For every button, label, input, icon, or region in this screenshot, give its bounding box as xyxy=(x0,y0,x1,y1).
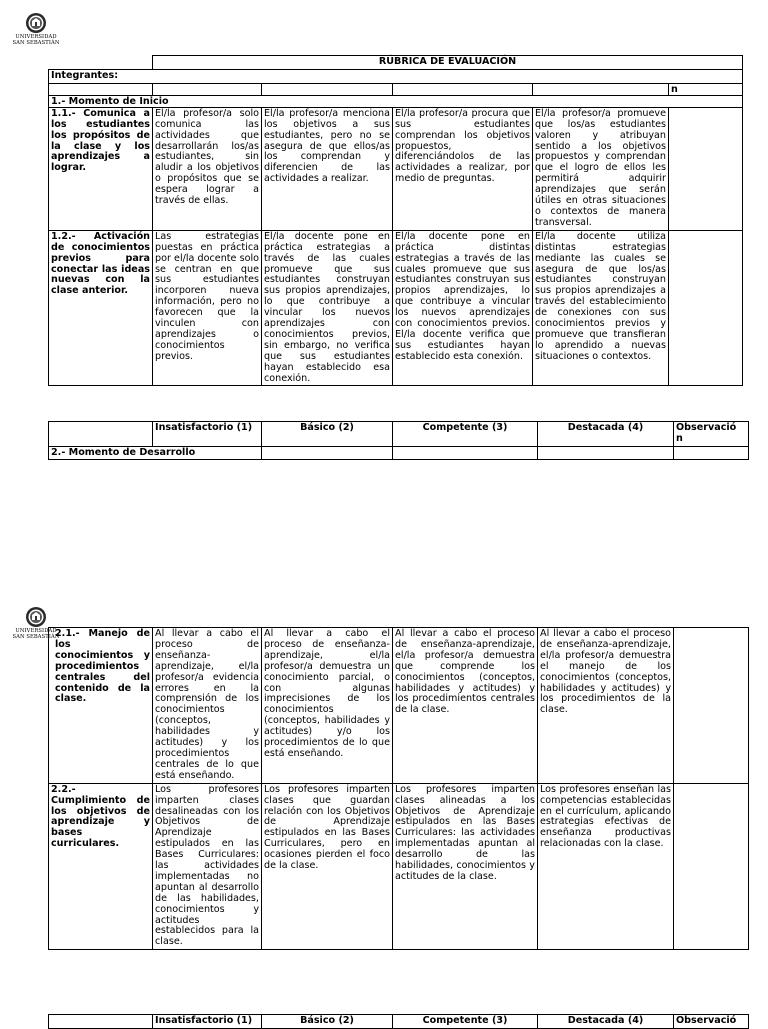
level-destacada: Los profesores enseñan las competencias establecidas en el currículum, aplicando estrategias efectivas de enseñanza productivas relacionadas con la clase. xyxy=(538,783,674,950)
level-competente: El/la docente pone en práctica distintas estrategias a través de las cuales promueve que sus estudiantes construyan sus propios aprendizajes, lo que contribuye a vincular los nuevos aprendizajes con conocimientos previos. El/la docente verifica que sus estudiantes hayan establecido esta conexión. xyxy=(393,230,533,386)
level-insatisfactorio: Las estrategias puestas en práctica por el/la docente solo se centran en que sus estudiantes incorporen nueva información, pero no favorecen que la vinculen con aprendizajes o conocimientos previos. xyxy=(153,230,262,386)
observation-cell xyxy=(669,107,743,230)
header-observacion: Observació n xyxy=(674,422,749,447)
header-obs-fragment: n xyxy=(669,83,743,95)
university-logo xyxy=(6,12,66,46)
rubric-table-desarrollo-header xyxy=(48,421,749,460)
logo-line-2: SAN SEBASTIÁN xyxy=(12,634,60,640)
level-basico: Los profesores imparten clases que guardan relación con los Objetivos de Aprendizaje estipulados en las Bases Curriculares, pero en ocasiones pierden el foco de la clase. xyxy=(262,783,393,950)
level-insatisfactorio: Al llevar a cabo el proceso de enseñanza-aprendizaje, el/la profesor/a evidencia errores en la comprensión de los conocimientos (conceptos, habilidades y actitudes) y los procedimientos centrales de lo que está enseñando. xyxy=(153,628,262,784)
logo-line-1: UNIVERSIDAD xyxy=(15,34,57,40)
observation-cell xyxy=(669,230,743,386)
level-competente: Los profesores imparten clases alineadas a los Objetivos de Aprendizaje estipulados en las Bases Curriculares: las actividades implementadas apuntan al desarrollo de las habilidades, conocimientos y actitudes de la clase. xyxy=(393,783,538,950)
header-destacada: Destacada (4) xyxy=(538,422,674,447)
university-seal-icon xyxy=(25,606,47,628)
section-momento-desarrollo: 2.- Momento de Desarrollo xyxy=(49,446,262,459)
level-competente: El/la profesor/a procura que sus estudiantes comprendan los objetivos propuestos, diferenciándolos de las actividades a realizar, por medio de preguntas. xyxy=(393,107,533,230)
level-basico: Al llevar a cabo el proceso de enseñanza-aprendizaje, el/la profesor/a demuestra un conocimiento parcial, o con algunas imprecisiones de los conocimientos (conceptos, habilidades y actitudes) y/o los procedimientos de lo que está enseñando. xyxy=(262,628,393,784)
rubric-table-header-bottom xyxy=(48,1014,749,1029)
level-basico: El/la docente pone en práctica estrategias a través de las cuales promueve que sus estudiantes construyan sus propios aprendizajes, lo que contribuye a vincular los nuevos aprendizajes con conocimientos previos, sin embargo, no verifica que sus estudiantes hayan establecido esa conexión. xyxy=(262,230,393,386)
logo-line-1: UNIVERSIDAD xyxy=(15,628,57,634)
criterion-2-2: 2.2.- Cumplimiento de los objetivos de aprendizaje y bases curriculares. xyxy=(49,783,153,950)
header-destacada: Destacada (4) xyxy=(538,1015,674,1029)
header-competente: Competente (3) xyxy=(393,422,538,447)
level-basico: El/la profesor/a menciona los objetivos a sus estudiantes, pero no se asegura de que ellos/as los comprendan y diferencien de las actividades a realizar. xyxy=(262,107,393,230)
observation-cell xyxy=(674,628,749,784)
logo-line-2: SAN SEBASTIÁN xyxy=(12,40,60,46)
rubric-title: RÚBRICA DE EVALUACIÓN xyxy=(153,56,743,70)
header-insatisfactorio: Insatisfactorio (1) xyxy=(153,422,262,447)
university-seal-icon xyxy=(25,12,47,34)
criterion-2-1: 2.1.- Manejo de los conocimientos y procedimientos centrales del contenido de la clase. xyxy=(49,628,153,784)
rubric-table-inicio xyxy=(48,55,749,386)
header-observacion: Observació xyxy=(674,1015,749,1029)
criterion-1-2: 1.2.- Activación de conocimientos previos para conectar las ideas nuevas con la clase anterior. xyxy=(49,230,153,386)
observation-cell xyxy=(674,783,749,950)
criterion-1-1: 1.1.- Comunica a los estudiantes los propósitos de la clase y los aprendizajes a lograr. xyxy=(49,107,153,230)
header-basico: Básico (2) xyxy=(262,1015,393,1029)
level-competente: Al llevar a cabo el proceso de enseñanza-aprendizaje, el/la profesor/a demuestra que comprende los conocimientos (conceptos, habilidades y actitudes) y los procedimientos centrales de la clase. xyxy=(393,628,538,784)
level-destacada: El/la docente utiliza distintas estrategias mediante las cuales se asegura de que los/as estudiantes construyan sus propios aprendizajes a través del establecimiento de conexiones con sus conocimientos previos y promueve que transfieran lo aprendido a nuevas situaciones o contextos. xyxy=(533,230,669,386)
level-insatisfactorio: El/la profesor/a solo comunica las actividades que desarrollarán los/as estudiantes, sin aludir a los objetivos o propósitos que se espera lograr a través de ellas. xyxy=(153,107,262,230)
level-insatisfactorio: Los profesores imparten clases desalineadas con los Objetivos de Aprendizaje estipulados en las Bases Curriculares: las actividades implementadas no apuntan al desarrollo de las habilidades, conocimientos y actitudes establecidos para la clase. xyxy=(153,783,262,950)
level-destacada: El/la profesor/a promueve que los/as estudiantes valoren y atribuyan sentido a los objetivos propuestos y comprendan que el logro de ellos les permitirá adquirir aprendizajes que serán útiles en otras situaciones o contextos de manera transversal. xyxy=(533,107,669,230)
rubric-table-desarrollo xyxy=(48,627,749,950)
section-momento-inicio: 1.- Momento de Inicio xyxy=(49,95,743,107)
integrantes-label: Integrantes: xyxy=(49,69,743,83)
level-destacada: Al llevar a cabo el proceso de enseñanza-aprendizaje, el/la profesor/a demuestra el manejo de los conocimientos (conceptos, habilidades y actitudes) y los procedimientos de la clase. xyxy=(538,628,674,784)
header-competente: Competente (3) xyxy=(393,1015,538,1029)
header-insatisfactorio: Insatisfactorio (1) xyxy=(153,1015,262,1029)
header-basico: Básico (2) xyxy=(262,422,393,447)
